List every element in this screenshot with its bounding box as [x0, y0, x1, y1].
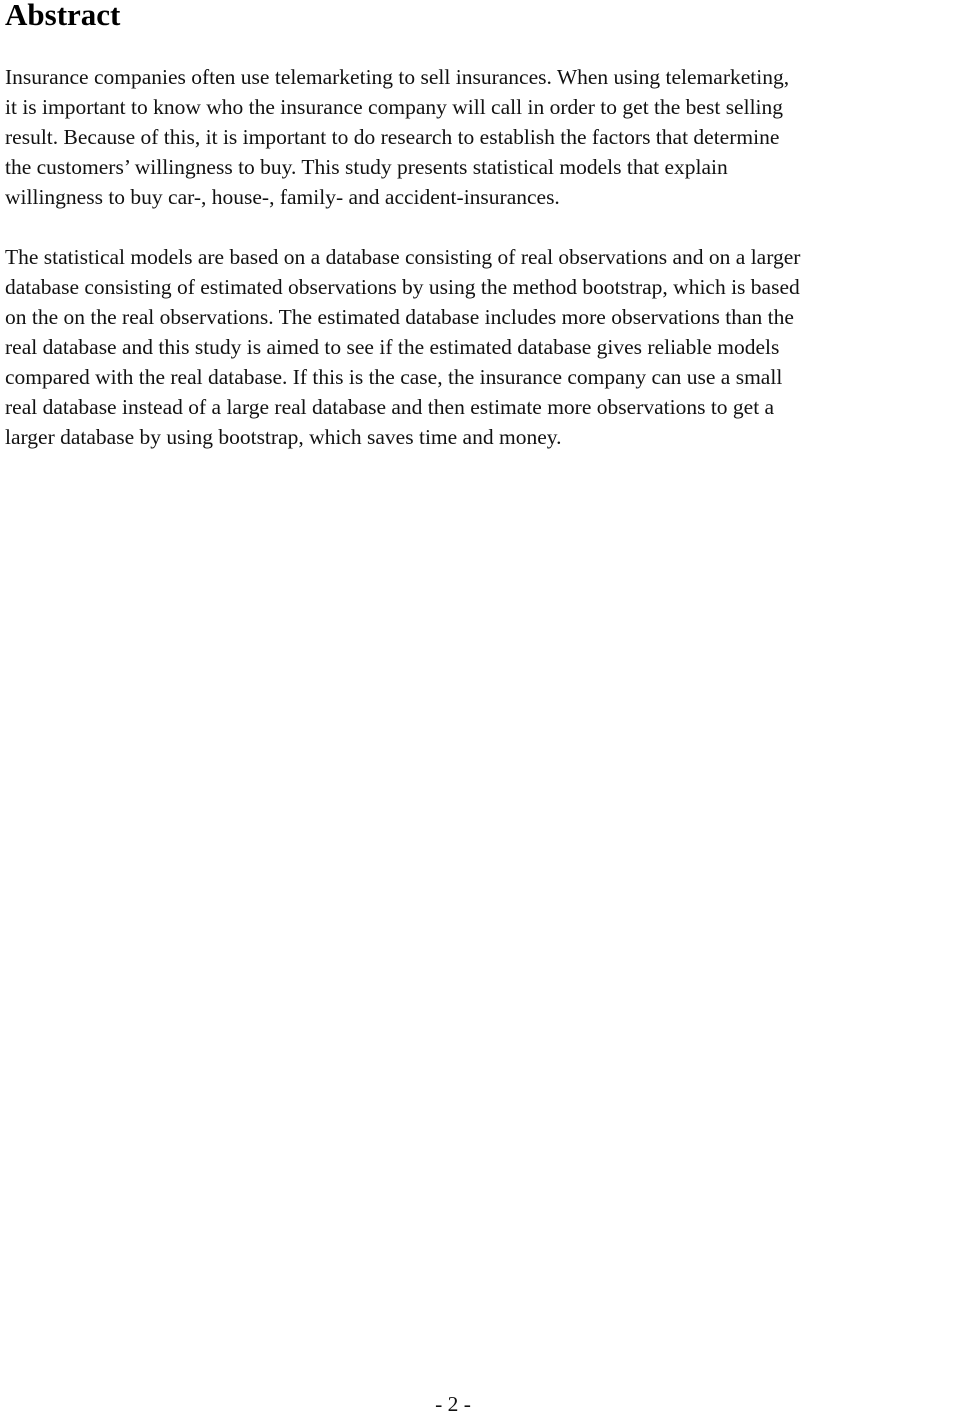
section-heading: Abstract	[5, 0, 121, 32]
paragraph-line: compared with the real database. If this is the case, the insurance company can use a small	[5, 365, 783, 389]
paragraph-line: the customers’ willingness to buy. This study presents statistical models that explain	[5, 155, 728, 179]
abstract-paragraph-1	[5, 62, 960, 212]
paragraph-line: real database and this study is aimed to see if the estimated database gives reliable models	[5, 335, 780, 359]
paragraph-line: Insurance companies often use telemarketing to sell insurances. When using telemarketing,	[5, 65, 790, 89]
paragraph-line: larger database by using bootstrap, which saves time and money.	[5, 425, 562, 449]
paragraph-line: on the on the real observations. The estimated database includes more observations than the	[5, 305, 794, 329]
paragraph-line: The statistical models are based on a database consisting of real observations and on a larger	[5, 245, 801, 269]
abstract-paragraph-2	[5, 242, 960, 452]
paragraph-line: real database instead of a large real database and then estimate more observations to get a	[5, 395, 775, 419]
paragraph-line: willingness to buy car-, house-, family- and accident-insurances.	[5, 185, 560, 209]
paragraph-line: result. Because of this, it is important to do research to establish the factors that determine	[5, 125, 780, 149]
paragraph-line: database consisting of estimated observations by using the method bootstrap, which is based	[5, 275, 800, 299]
paragraph-line: it is important to know who the insurance company will call in order to get the best selling	[5, 95, 784, 119]
page-number: - 2 -	[435, 1392, 471, 1416]
